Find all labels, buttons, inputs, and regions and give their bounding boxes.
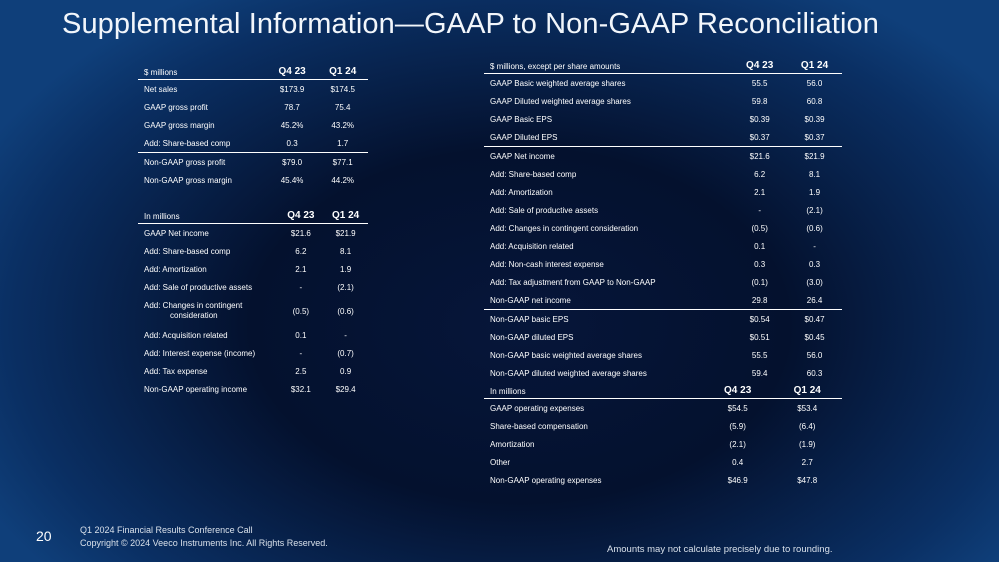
- row-label: Add: Changes in contingent consideration: [490, 223, 639, 233]
- cell-q4-23: 2.1: [754, 187, 766, 197]
- table-row: [138, 153, 368, 172]
- table-row: [138, 296, 368, 326]
- table-row: [484, 165, 842, 183]
- table-row: [138, 134, 368, 153]
- row-label: Add: Amortization: [490, 187, 553, 197]
- row-label-line1: Add: Changes in contingent: [144, 301, 243, 310]
- table-row: [138, 224, 368, 243]
- page-number: 20: [36, 528, 52, 544]
- table-row: [484, 399, 842, 418]
- table-row: [138, 260, 368, 278]
- row-label: Net sales: [144, 84, 178, 94]
- row-label: Add: Share-based comp: [144, 246, 231, 256]
- table-row: [484, 219, 842, 237]
- table-row: [484, 237, 842, 255]
- cell-q4-23: $0.39: [749, 114, 770, 124]
- cell-q1-24: $0.39: [804, 114, 825, 124]
- row-label: Add: Sale of productive assets: [144, 282, 253, 292]
- cell-q4-23: $173.9: [279, 84, 305, 94]
- cell-q4-23: 0.4: [732, 457, 744, 467]
- cell-q1-24: $77.1: [317, 153, 368, 172]
- row-label: GAAP gross margin: [144, 120, 215, 130]
- cell-q4-23: 59.4: [751, 368, 768, 378]
- cell-q1-24: $29.4: [335, 384, 356, 394]
- table-row: [484, 346, 842, 364]
- cell-q1-24: (6.4): [798, 421, 816, 431]
- table-row: [138, 171, 368, 189]
- cell-q4-23: 0.3: [754, 259, 766, 269]
- table-row: [138, 326, 368, 344]
- cell-q1-24: -: [344, 330, 347, 340]
- rounding-disclaimer: Amounts may not calculate precisely due to rounding.: [607, 544, 833, 555]
- row-label: Add: Amortization: [144, 264, 207, 274]
- cell-q1-24: 60.8: [806, 96, 823, 106]
- row-label: Add: Acquisition related: [490, 241, 574, 251]
- column-header-label: In millions: [484, 381, 703, 399]
- row-label: [138, 296, 278, 326]
- row-label: GAAP gross profit: [144, 102, 208, 112]
- column-header-label: $ millions, except per share amounts: [484, 56, 732, 74]
- row-label: Non-GAAP operating income: [144, 384, 248, 394]
- cell-q1-24: (1.9): [798, 439, 816, 449]
- row-label: Add: Interest expense (income): [144, 348, 256, 358]
- column-header-q1-24: Q1 24: [772, 381, 842, 399]
- row-label: GAAP Net income: [484, 147, 732, 166]
- cell-q1-24: (2.1): [806, 205, 823, 215]
- cell-q4-23: (5.9): [729, 421, 746, 431]
- cell-q1-24: 1.9: [808, 187, 821, 197]
- row-label: Non-GAAP diluted EPS: [490, 332, 574, 342]
- column-header-q1-24: Q1 24: [317, 62, 368, 80]
- column-header-q1-24: Q1 24: [787, 56, 842, 74]
- cell-q1-24: 75.4: [334, 102, 351, 112]
- cell-q4-23: $0.37: [749, 132, 770, 142]
- row-label: Non-GAAP basic weighted average shares: [490, 350, 642, 360]
- gross-margin-table: [138, 62, 368, 189]
- cell-q1-24: -: [813, 241, 816, 251]
- cell-q4-23: 55.5: [751, 78, 768, 88]
- table-header-row: [138, 206, 368, 224]
- table-row: [138, 242, 368, 260]
- cell-q4-23: $46.9: [727, 475, 748, 485]
- column-header-q1-24: Q1 24: [323, 206, 368, 224]
- cell-q1-24: 0.3: [808, 259, 821, 269]
- cell-q4-23: 0.1: [754, 241, 766, 251]
- cell-q4-23: $21.6: [732, 147, 787, 166]
- cell-q4-23: 29.8: [751, 295, 768, 305]
- column-header-q4-23: Q4 23: [278, 206, 323, 224]
- table-row: [484, 147, 842, 166]
- cell-q4-23: $54.5: [727, 403, 748, 413]
- row-label: Non-GAAP basic EPS: [484, 310, 732, 329]
- table-row: [484, 92, 842, 110]
- table-row: [484, 255, 842, 273]
- table-row: [138, 380, 368, 398]
- column-header-q4-23: Q4 23: [732, 56, 787, 74]
- table-header-row: [484, 381, 842, 399]
- table-row: [484, 364, 842, 382]
- cell-q1-24: $0.47: [787, 310, 842, 329]
- cell-q4-23: 2.1: [295, 264, 307, 274]
- cell-q4-23: (0.1): [751, 277, 768, 287]
- table-row: [484, 417, 842, 435]
- table-row: [138, 98, 368, 116]
- table-row: [484, 128, 842, 147]
- row-label: GAAP Basic EPS: [490, 114, 553, 124]
- cell-q4-23: 78.7: [284, 102, 300, 112]
- cell-q4-23: $21.6: [290, 228, 311, 238]
- column-header-q4-23: Q4 23: [267, 62, 318, 80]
- cell-q1-24: (3.0): [806, 277, 823, 287]
- column-header-label: $ millions: [138, 62, 267, 80]
- cell-q1-24: 1.7: [337, 138, 349, 148]
- column-header-label: In millions: [138, 206, 278, 224]
- cell-q1-24: 8.1: [340, 246, 352, 256]
- cell-q4-23: 59.8: [751, 96, 768, 106]
- table-row: [484, 201, 842, 219]
- cell-q4-23: $79.0: [267, 153, 318, 172]
- row-label: Add: Tax expense: [144, 366, 208, 376]
- table-row: [138, 278, 368, 296]
- footer-copyright: Copyright © 2024 Veeco Instruments Inc. All Rights Reserved.: [80, 538, 328, 548]
- cell-q1-24: 56.0: [806, 350, 823, 360]
- table-row: [484, 471, 842, 489]
- cell-q4-23: $0.54: [732, 310, 787, 329]
- net-income-eps-table: [484, 56, 842, 382]
- row-label: Amortization: [490, 439, 535, 449]
- table-row: [484, 273, 842, 291]
- cell-q4-23: 6.2: [295, 246, 307, 256]
- cell-q4-23: 0.1: [295, 330, 307, 340]
- row-label: Non-GAAP gross margin: [144, 175, 232, 185]
- table-row: [484, 435, 842, 453]
- cell-q4-23: -: [758, 205, 761, 215]
- column-header-q4-23: Q4 23: [703, 381, 773, 399]
- cell-q1-24: (0.7): [337, 348, 354, 358]
- cell-q1-24: 0.9: [340, 366, 352, 376]
- row-label: GAAP Diluted weighted average shares: [490, 96, 631, 106]
- cell-q4-23: $0.51: [749, 332, 770, 342]
- row-label: GAAP operating expenses: [490, 403, 585, 413]
- cell-q1-24: $53.4: [797, 403, 818, 413]
- cell-q4-23: 0.3: [286, 138, 298, 148]
- cell-q1-24: (0.6): [337, 306, 354, 316]
- row-label: Add: Sale of productive assets: [490, 205, 599, 215]
- cell-q1-24: $0.37: [804, 132, 825, 142]
- row-label: Add: Acquisition related: [144, 330, 228, 340]
- cell-q4-23: $32.1: [290, 384, 311, 394]
- cell-q4-23: 6.2: [754, 169, 766, 179]
- operating-expenses-table: [484, 381, 842, 489]
- row-label: Add: Share-based comp: [490, 169, 577, 179]
- cell-q4-23: 45.4%: [280, 175, 304, 185]
- cell-q4-23: (0.5): [751, 223, 768, 233]
- table-row: [138, 344, 368, 362]
- table-row: [484, 453, 842, 471]
- table-row: [484, 183, 842, 201]
- cell-q1-24: $0.45: [804, 332, 825, 342]
- row-label: Non-GAAP diluted weighted average shares: [490, 368, 647, 378]
- slide-title: Supplemental Information—GAAP to Non-GAAP Reconciliation: [62, 8, 879, 40]
- row-label: Share-based compensation: [490, 421, 588, 431]
- cell-q1-24: 26.4: [806, 295, 823, 305]
- cell-q1-24: 56.0: [806, 78, 823, 88]
- cell-q1-24: $47.8: [797, 475, 818, 485]
- table-row: [484, 310, 842, 329]
- cell-q1-24: $21.9: [335, 228, 356, 238]
- cell-q1-24: 1.9: [340, 264, 352, 274]
- cell-q4-23: (2.1): [729, 439, 746, 449]
- table-row: [484, 291, 842, 310]
- table-header-row: [484, 56, 842, 74]
- cell-q4-23: -: [299, 282, 303, 292]
- row-label: GAAP Diluted EPS: [490, 132, 558, 142]
- cell-q1-24: $174.5: [330, 84, 355, 94]
- cell-q4-23: 55.5: [751, 350, 768, 360]
- table-row: [484, 328, 842, 346]
- operating-income-table: [138, 206, 368, 398]
- row-label: Add: Share-based comp: [144, 138, 231, 148]
- row-label: Add: Tax adjustment from GAAP to Non-GAAP: [490, 277, 656, 287]
- cell-q1-24: $21.9: [787, 147, 842, 166]
- cell-q1-24: 2.7: [801, 457, 813, 467]
- row-label-line2: consideration: [170, 311, 218, 320]
- cell-q4-23: 45.2%: [280, 120, 304, 130]
- cell-q1-24: (0.6): [806, 223, 823, 233]
- row-label: Add: Non-cash interest expense: [490, 259, 604, 269]
- row-label: Non-GAAP operating expenses: [490, 475, 602, 485]
- row-label: Other: [490, 457, 511, 467]
- cell-q1-24: 43.2%: [331, 120, 355, 130]
- table-row: [138, 362, 368, 380]
- row-label: GAAP Basic weighted average shares: [490, 78, 626, 88]
- cell-q1-24: 8.1: [808, 169, 821, 179]
- row-label: GAAP Net income: [144, 228, 209, 238]
- cell-q1-24: 60.3: [806, 368, 823, 378]
- cell-q4-23: (0.5): [292, 306, 310, 316]
- table-row: [138, 80, 368, 99]
- footer-event-title: Q1 2024 Financial Results Conference Call: [80, 525, 253, 535]
- table-row: [484, 110, 842, 128]
- cell-q4-23: 2.5: [295, 366, 307, 376]
- row-label: Non-GAAP gross profit: [138, 153, 267, 172]
- cell-q1-24: (2.1): [337, 282, 354, 292]
- table-header-row: [138, 62, 368, 80]
- table-row: [484, 74, 842, 93]
- table-row: [138, 116, 368, 134]
- cell-q4-23: -: [299, 348, 303, 358]
- row-label: Non-GAAP net income: [490, 295, 571, 305]
- cell-q1-24: 44.2%: [331, 175, 355, 185]
